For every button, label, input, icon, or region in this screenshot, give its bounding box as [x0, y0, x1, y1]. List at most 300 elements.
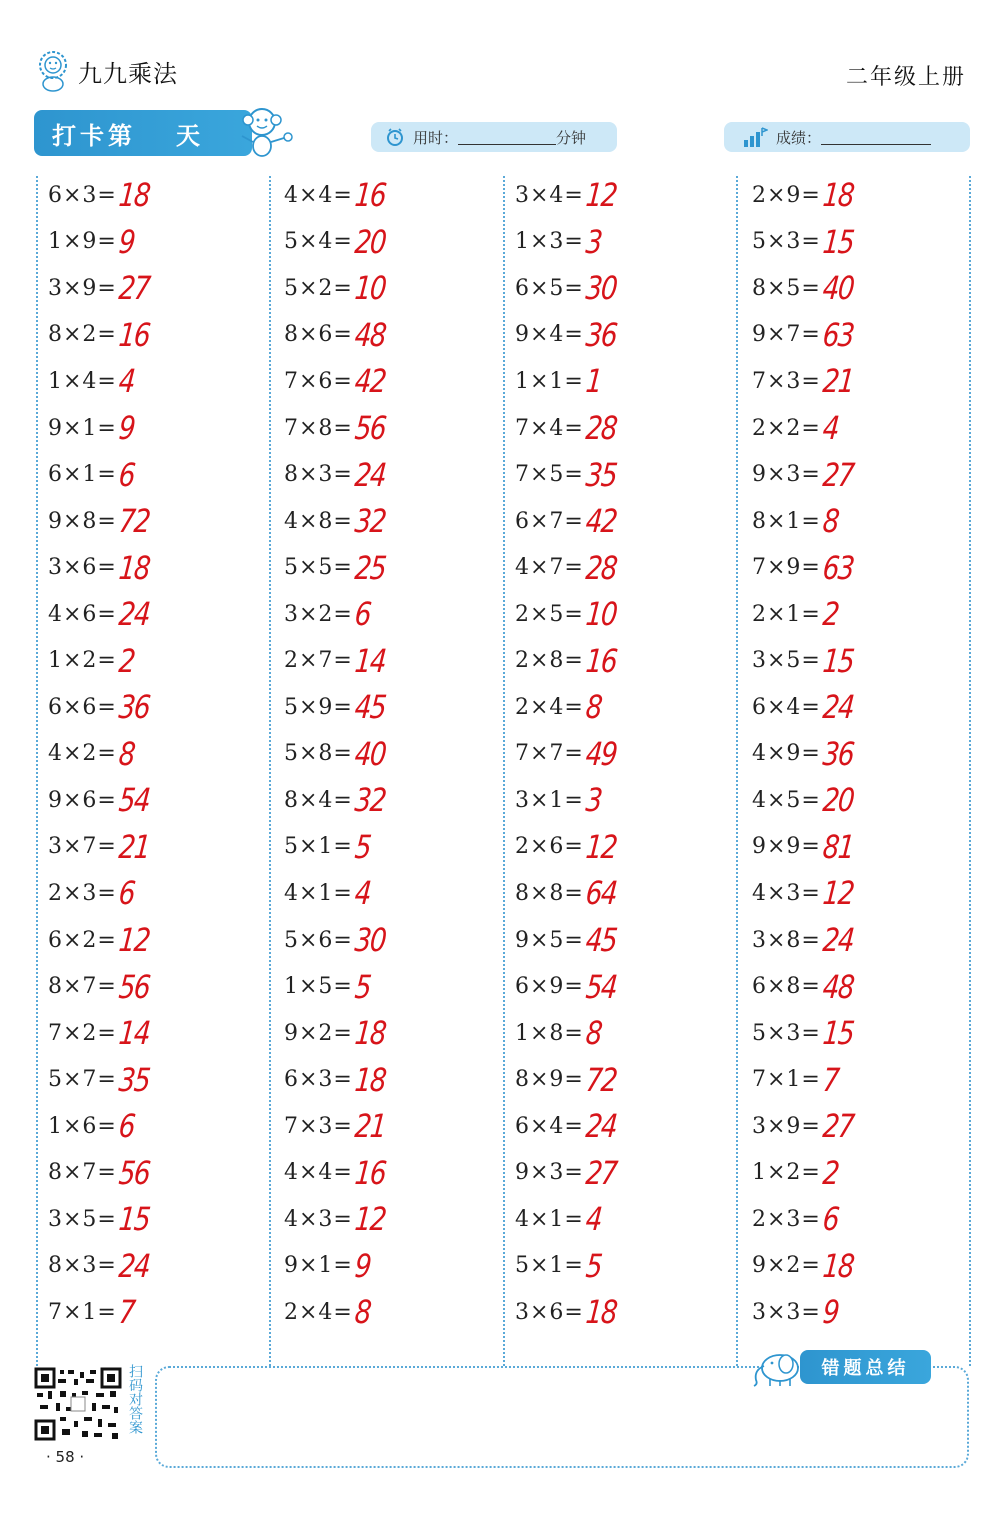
problem-equation: 4×1= — [284, 880, 353, 906]
chart-icon — [742, 126, 768, 148]
handwritten-answer[interactable]: 18 — [117, 176, 151, 215]
problem-row — [48, 777, 156, 824]
handwritten-answer[interactable]: 24 — [584, 1107, 618, 1146]
problem-equation: 2×4= — [284, 1299, 353, 1325]
time-input-blank[interactable] — [458, 129, 556, 145]
problem-row — [752, 1289, 860, 1336]
handwritten-answer[interactable]: 4 — [821, 409, 840, 447]
problem-row — [752, 917, 860, 964]
problem-equation: 8×1= — [752, 508, 821, 534]
handwritten-answer[interactable]: 5 — [353, 827, 372, 866]
problem-row — [515, 637, 623, 684]
handwritten-answer[interactable]: 28 — [584, 548, 618, 587]
handwritten-answer[interactable]: 49 — [584, 734, 618, 773]
problem-equation: 6×6= — [48, 694, 117, 720]
handwritten-answer[interactable]: 6 — [353, 595, 372, 634]
handwritten-answer[interactable]: 12 — [821, 874, 855, 913]
handwritten-answer[interactable]: 35 — [117, 1060, 151, 1099]
problem-row — [284, 731, 392, 778]
problem-row — [284, 1196, 392, 1243]
handwritten-answer[interactable]: 7 — [821, 1060, 840, 1099]
problem-equation: 3×1= — [515, 787, 584, 813]
handwritten-answer[interactable]: 16 — [353, 176, 387, 215]
problem-equation: 3×5= — [48, 1206, 117, 1232]
handwritten-answer[interactable]: 64 — [584, 874, 618, 913]
problem-row — [48, 265, 156, 312]
problem-equation: 3×5= — [752, 648, 821, 674]
problem-row — [284, 265, 392, 312]
handwritten-answer[interactable]: 6 — [117, 1107, 136, 1146]
problem-row — [515, 1243, 623, 1290]
handwritten-answer[interactable]: 14 — [117, 1014, 151, 1053]
handwritten-answer[interactable]: 15 — [117, 1200, 151, 1239]
time-label: 用时： — [413, 128, 459, 147]
handwritten-answer[interactable]: 24 — [353, 455, 387, 494]
problem-row — [515, 777, 623, 824]
handwritten-answer[interactable]: 20 — [821, 781, 855, 820]
problem-equation: 2×1= — [752, 601, 821, 627]
handwritten-answer[interactable]: 18 — [353, 1014, 387, 1053]
problem-equation: 5×7= — [48, 1067, 117, 1093]
lion-icon — [34, 49, 72, 93]
banner-text-2: 天 — [176, 121, 204, 150]
problem-equation: 5×5= — [284, 555, 353, 581]
problem-row — [752, 1103, 860, 1150]
problem-row — [284, 1056, 392, 1103]
problem-equation: 1×4= — [48, 368, 117, 394]
problem-row — [284, 1289, 392, 1336]
problem-row — [515, 870, 623, 917]
problem-equation: 3×4= — [515, 182, 584, 208]
elephant-icon — [748, 1348, 806, 1388]
handwritten-answer[interactable]: 54 — [117, 781, 151, 820]
handwritten-answer[interactable]: 36 — [584, 315, 618, 354]
problem-equation: 7×3= — [284, 1113, 353, 1139]
handwritten-answer[interactable]: 6 — [117, 455, 136, 494]
problem-equation: 4×1= — [515, 1206, 584, 1232]
problem-row — [752, 451, 860, 498]
handwritten-answer[interactable]: 15 — [821, 641, 855, 680]
problem-equation: 1×8= — [515, 1020, 584, 1046]
handwritten-answer[interactable]: 54 — [584, 967, 618, 1006]
problem-row — [752, 824, 860, 871]
problem-equation: 2×8= — [515, 648, 584, 674]
mistake-summary-label: 错题总结 — [821, 1358, 910, 1379]
problem-row — [752, 1149, 860, 1196]
handwritten-answer[interactable]: 24 — [117, 1246, 151, 1285]
handwritten-answer[interactable]: 56 — [117, 967, 151, 1006]
problem-equation: 4×4= — [284, 182, 353, 208]
problem-equation: 9×6= — [48, 787, 117, 813]
problem-equation: 9×3= — [752, 462, 821, 488]
handwritten-answer[interactable]: 9 — [117, 222, 136, 261]
problem-equation: 1×3= — [515, 229, 584, 255]
problem-column-4 — [752, 172, 860, 1336]
handwritten-answer[interactable]: 15 — [821, 222, 855, 261]
problem-equation: 6×3= — [284, 1067, 353, 1093]
problem-equation: 3×3= — [752, 1299, 821, 1325]
problem-row — [752, 870, 860, 917]
handwritten-answer[interactable]: 12 — [117, 921, 151, 960]
banner-text-1: 打卡第 — [52, 121, 136, 150]
handwritten-answer[interactable]: 15 — [821, 1014, 855, 1053]
problem-row — [48, 824, 156, 871]
problem-equation: 6×2= — [48, 927, 117, 953]
qr-scan-label: 扫码对答案 — [127, 1364, 143, 1434]
problem-row — [284, 777, 392, 824]
problem-row — [515, 591, 623, 638]
handwritten-answer[interactable]: 72 — [117, 502, 151, 541]
handwritten-answer[interactable]: 18 — [821, 176, 855, 215]
handwritten-answer[interactable]: 1 — [584, 362, 603, 401]
handwritten-answer[interactable]: 2 — [821, 1153, 840, 1192]
handwritten-answer[interactable]: 3 — [584, 222, 603, 261]
problem-row — [284, 172, 392, 219]
problem-equation: 7×6= — [284, 368, 353, 394]
handwritten-answer[interactable]: 16 — [584, 641, 618, 680]
problem-equation: 8×8= — [515, 880, 584, 906]
problem-equation: 5×8= — [284, 741, 353, 767]
problem-row — [515, 963, 623, 1010]
problem-row — [48, 870, 156, 917]
handwritten-answer[interactable]: 4 — [584, 1200, 603, 1239]
handwritten-answer[interactable]: 5 — [584, 1246, 603, 1285]
problem-equation: 9×9= — [752, 834, 821, 860]
problem-row — [284, 963, 392, 1010]
problem-equation: 5×2= — [284, 275, 353, 301]
handwritten-answer[interactable]: 10 — [353, 269, 387, 308]
handwritten-answer[interactable]: 21 — [821, 362, 855, 401]
handwritten-answer[interactable]: 12 — [353, 1200, 387, 1239]
time-field — [371, 122, 617, 152]
problem-equation: 7×4= — [515, 415, 584, 441]
qr-code[interactable] — [34, 1367, 122, 1441]
problem-row — [48, 1103, 156, 1150]
problem-row — [515, 731, 623, 778]
problem-row — [284, 1243, 392, 1290]
handwritten-answer[interactable]: 4 — [117, 362, 136, 401]
problem-row — [515, 544, 623, 591]
problem-equation: 8×6= — [284, 322, 353, 348]
problem-equation: 4×5= — [752, 787, 821, 813]
handwritten-answer[interactable]: 8 — [353, 1293, 372, 1332]
column-divider — [736, 176, 738, 1366]
worksheet-title: 九九乘法 — [78, 59, 178, 88]
problem-row — [284, 219, 392, 266]
problem-row — [752, 544, 860, 591]
problem-column-3 — [515, 172, 623, 1336]
problem-equation: 4×7= — [515, 555, 584, 581]
handwritten-answer[interactable]: 63 — [821, 548, 855, 587]
problem-row — [284, 544, 392, 591]
problem-equation: 4×3= — [284, 1206, 353, 1232]
problem-equation: 2×4= — [515, 694, 584, 720]
handwritten-answer[interactable]: 27 — [821, 1107, 855, 1146]
handwritten-answer[interactable]: 24 — [117, 595, 151, 634]
problem-equation: 7×5= — [515, 462, 584, 488]
problem-row — [752, 172, 860, 219]
problem-row — [515, 1289, 623, 1336]
column-divider — [269, 176, 271, 1366]
problem-equation: 8×9= — [515, 1067, 584, 1093]
problem-row — [284, 684, 392, 731]
handwritten-answer[interactable]: 18 — [117, 548, 151, 587]
handwritten-answer[interactable]: 21 — [353, 1107, 387, 1146]
problem-equation: 6×5= — [515, 275, 584, 301]
handwritten-answer[interactable]: 45 — [353, 688, 387, 727]
handwritten-answer[interactable]: 7 — [117, 1293, 136, 1332]
problem-row — [515, 265, 623, 312]
problem-row — [752, 591, 860, 638]
handwritten-answer[interactable]: 27 — [117, 269, 151, 308]
problem-equation: 1×2= — [48, 648, 117, 674]
column-divider — [503, 176, 505, 1366]
problem-equation: 9×7= — [752, 322, 821, 348]
handwritten-answer[interactable]: 18 — [584, 1293, 618, 1332]
problem-row — [284, 824, 392, 871]
mistake-summary-tag — [800, 1350, 931, 1384]
handwritten-answer[interactable]: 30 — [584, 269, 618, 308]
problem-equation: 3×7= — [48, 834, 117, 860]
problem-row — [515, 405, 623, 452]
handwritten-answer[interactable]: 27 — [584, 1153, 618, 1192]
problem-equation: 6×1= — [48, 462, 117, 488]
time-unit: 分钟 — [556, 128, 587, 147]
handwritten-answer[interactable]: 36 — [117, 688, 151, 727]
problem-row — [752, 498, 860, 545]
problem-equation: 6×3= — [48, 182, 117, 208]
problem-row — [284, 498, 392, 545]
problem-row — [48, 172, 156, 219]
problem-equation: 7×2= — [48, 1020, 117, 1046]
problem-equation: 6×8= — [752, 974, 821, 1000]
problem-row — [48, 405, 156, 452]
problem-row — [48, 684, 156, 731]
problem-row — [284, 1010, 392, 1057]
problem-equation: 7×9= — [752, 555, 821, 581]
problem-row — [752, 777, 860, 824]
problem-row — [752, 312, 860, 359]
handwritten-answer[interactable]: 9 — [821, 1293, 840, 1332]
problem-equation: 9×5= — [515, 927, 584, 953]
problem-row — [515, 1149, 623, 1196]
handwritten-answer[interactable]: 9 — [353, 1246, 372, 1285]
problem-row — [515, 1010, 623, 1057]
problem-equation: 8×3= — [48, 1253, 117, 1279]
grade-label: 二年级上册 — [845, 65, 966, 90]
handwritten-answer[interactable]: 18 — [353, 1060, 387, 1099]
problem-equation: 3×8= — [752, 927, 821, 953]
problem-equation: 9×1= — [48, 415, 117, 441]
problem-equation: 9×3= — [515, 1160, 584, 1186]
handwritten-answer[interactable]: 32 — [353, 502, 387, 541]
problem-row — [752, 405, 860, 452]
page-number: · 58 · — [46, 1448, 85, 1466]
problem-row — [284, 870, 392, 917]
handwritten-answer[interactable]: 18 — [821, 1246, 855, 1285]
handwritten-answer[interactable]: 48 — [353, 315, 387, 354]
problem-row — [515, 498, 623, 545]
problem-equation: 4×2= — [48, 741, 117, 767]
handwritten-answer[interactable]: 30 — [353, 921, 387, 960]
column-divider — [969, 176, 971, 1366]
problem-row — [284, 451, 392, 498]
problem-row — [515, 1103, 623, 1150]
problem-row — [752, 1056, 860, 1103]
handwritten-answer[interactable]: 12 — [584, 827, 618, 866]
problem-row — [515, 1196, 623, 1243]
problem-row — [48, 498, 156, 545]
problem-row — [515, 684, 623, 731]
problem-row — [48, 637, 156, 684]
handwritten-answer[interactable]: 81 — [821, 827, 855, 866]
problem-row — [515, 312, 623, 359]
clock-icon — [385, 127, 405, 147]
handwritten-answer[interactable]: 4 — [353, 874, 372, 913]
problem-equation: 4×9= — [752, 741, 821, 767]
handwritten-answer[interactable]: 40 — [821, 269, 855, 308]
handwritten-answer[interactable]: 16 — [353, 1153, 387, 1192]
problem-row — [48, 1243, 156, 1290]
problem-row — [515, 172, 623, 219]
problem-row — [48, 731, 156, 778]
problem-row — [752, 1243, 860, 1290]
problem-equation: 5×6= — [284, 927, 353, 953]
score-input-blank[interactable] — [821, 129, 931, 145]
problem-equation: 1×9= — [48, 229, 117, 255]
handwritten-answer[interactable]: 20 — [353, 222, 387, 261]
problem-equation: 9×2= — [752, 1253, 821, 1279]
problem-equation: 6×7= — [515, 508, 584, 534]
handwritten-answer[interactable]: 12 — [584, 176, 618, 215]
handwritten-answer[interactable]: 24 — [821, 688, 855, 727]
problem-row — [48, 1010, 156, 1057]
monkey-icon — [230, 104, 296, 160]
problem-row — [752, 731, 860, 778]
handwritten-answer[interactable]: 10 — [584, 595, 618, 634]
handwritten-answer[interactable]: 28 — [584, 409, 618, 447]
problem-equation: 9×1= — [284, 1253, 353, 1279]
problem-row — [48, 1289, 156, 1336]
problem-row — [48, 312, 156, 359]
problem-row — [48, 1196, 156, 1243]
handwritten-answer[interactable]: 42 — [353, 362, 387, 401]
handwritten-answer[interactable]: 3 — [584, 781, 603, 820]
handwritten-answer[interactable]: 27 — [821, 455, 855, 494]
problem-equation: 3×2= — [284, 601, 353, 627]
problem-row — [48, 963, 156, 1010]
handwritten-answer[interactable]: 2 — [821, 595, 840, 634]
problem-row — [284, 358, 392, 405]
handwritten-answer[interactable]: 8 — [584, 1014, 603, 1053]
handwritten-answer[interactable]: 32 — [353, 781, 387, 820]
handwritten-answer[interactable]: 9 — [117, 409, 136, 447]
problem-equation: 7×3= — [752, 368, 821, 394]
checkin-banner — [34, 110, 252, 156]
problem-row — [752, 358, 860, 405]
problem-equation: 1×1= — [515, 368, 584, 394]
problem-row — [515, 1056, 623, 1103]
problem-equation: 3×6= — [48, 555, 117, 581]
problem-row — [752, 684, 860, 731]
handwritten-answer[interactable]: 56 — [353, 409, 387, 447]
problem-equation: 6×4= — [515, 1113, 584, 1139]
score-field — [724, 122, 970, 152]
problem-row — [48, 451, 156, 498]
handwritten-answer[interactable]: 35 — [584, 455, 618, 494]
problem-equation: 9×4= — [515, 322, 584, 348]
handwritten-answer[interactable]: 72 — [584, 1060, 618, 1099]
problem-row — [284, 405, 392, 452]
problem-row — [752, 265, 860, 312]
handwritten-answer[interactable]: 45 — [584, 921, 618, 960]
handwritten-answer[interactable]: 8 — [584, 688, 603, 727]
handwritten-answer[interactable]: 24 — [821, 921, 855, 960]
handwritten-answer[interactable]: 48 — [821, 967, 855, 1006]
problem-row — [48, 358, 156, 405]
problem-equation: 5×3= — [752, 1020, 821, 1046]
problem-equation: 2×6= — [515, 834, 584, 860]
problem-equation: 5×3= — [752, 229, 821, 255]
handwritten-answer[interactable]: 6 — [821, 1200, 840, 1239]
handwritten-answer[interactable]: 16 — [117, 315, 151, 354]
problem-column-2 — [284, 172, 392, 1336]
problem-equation: 5×1= — [284, 834, 353, 860]
problem-equation: 7×7= — [515, 741, 584, 767]
problem-row — [515, 219, 623, 266]
problem-row — [48, 591, 156, 638]
handwritten-answer[interactable]: 14 — [353, 641, 387, 680]
problem-equation: 8×7= — [48, 974, 117, 1000]
handwritten-answer[interactable]: 25 — [353, 548, 387, 587]
problem-equation: 2×7= — [284, 648, 353, 674]
handwritten-answer[interactable]: 21 — [117, 827, 151, 866]
problem-row — [752, 219, 860, 266]
handwritten-answer[interactable]: 42 — [584, 502, 618, 541]
handwritten-answer[interactable]: 8 — [821, 502, 840, 541]
problem-equation: 1×2= — [752, 1160, 821, 1186]
problem-row — [752, 1010, 860, 1057]
problem-equation: 4×8= — [284, 508, 353, 534]
problem-equation: 8×4= — [284, 787, 353, 813]
problem-equation: 5×1= — [515, 1253, 584, 1279]
problem-equation: 2×9= — [752, 182, 821, 208]
problem-equation: 7×1= — [48, 1299, 117, 1325]
handwritten-answer[interactable]: 56 — [117, 1153, 151, 1192]
problem-row — [284, 1149, 392, 1196]
problem-row — [752, 1196, 860, 1243]
problem-equation: 4×4= — [284, 1160, 353, 1186]
handwritten-answer[interactable]: 2 — [117, 641, 136, 680]
problem-equation: 9×8= — [48, 508, 117, 534]
problem-equation: 3×9= — [48, 275, 117, 301]
handwritten-answer[interactable]: 36 — [821, 734, 855, 773]
problem-row — [515, 358, 623, 405]
problem-row — [48, 544, 156, 591]
handwritten-answer[interactable]: 6 — [117, 874, 136, 913]
problem-row — [752, 963, 860, 1010]
handwritten-answer[interactable]: 5 — [353, 967, 372, 1006]
problem-row — [48, 1056, 156, 1103]
problem-row — [284, 312, 392, 359]
problem-row — [284, 591, 392, 638]
handwritten-answer[interactable]: 63 — [821, 315, 855, 354]
problem-equation: 5×9= — [284, 694, 353, 720]
problem-equation: 2×3= — [752, 1206, 821, 1232]
handwritten-answer[interactable]: 40 — [353, 734, 387, 773]
handwritten-answer[interactable]: 8 — [117, 734, 136, 773]
problem-row — [515, 824, 623, 871]
